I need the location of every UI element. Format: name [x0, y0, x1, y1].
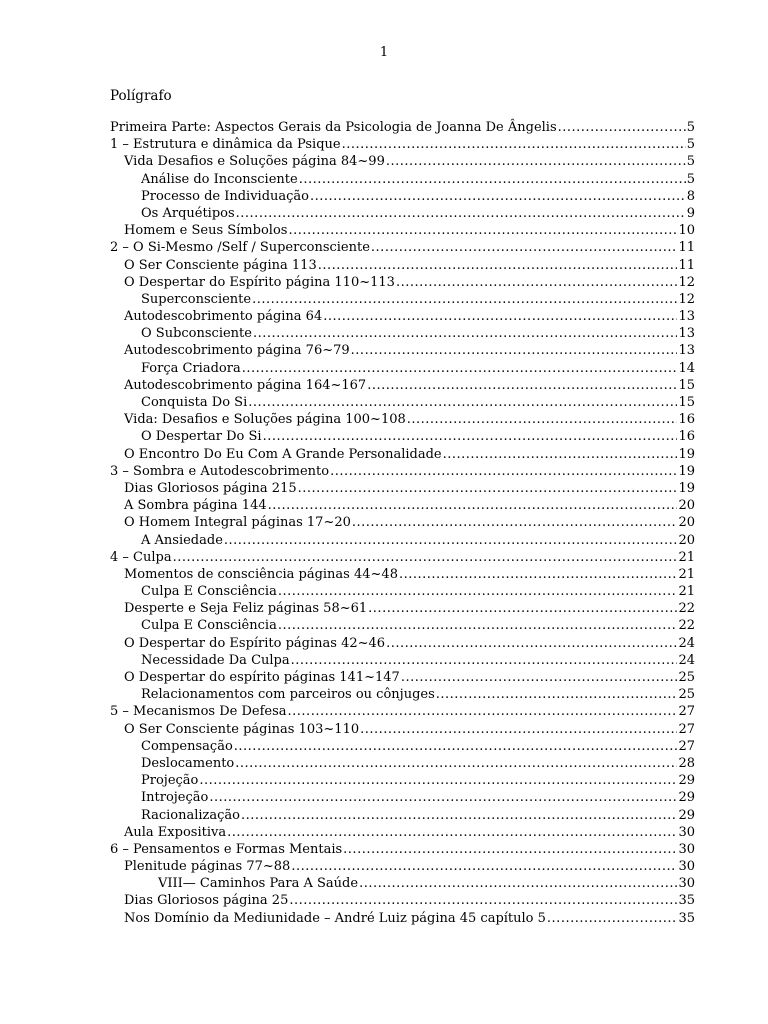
- toc-entry-title: O Despertar do espírito páginas 141~147: [124, 670, 400, 685]
- dot-leader: [330, 463, 677, 480]
- page-number: 1: [379, 45, 389, 60]
- dot-leader: [396, 274, 678, 291]
- dot-leader: [368, 600, 677, 617]
- table-of-contents: [110, 119, 695, 927]
- toc-entry-page: 5: [686, 171, 695, 187]
- toc-entry: [110, 411, 695, 428]
- toc-entry-page: 30: [678, 841, 695, 857]
- toc-entry-title: Deslocamento: [141, 755, 235, 771]
- dot-leader: [291, 858, 677, 875]
- toc-entry-title: Desperte e Seja Feliz páginas 58~61: [124, 601, 368, 617]
- toc-entry-page: 20: [678, 515, 695, 531]
- toc-entry-page: 29: [678, 807, 695, 823]
- toc-entry-page: 12: [678, 274, 695, 290]
- toc-entry-page: 8: [686, 188, 695, 204]
- toc-entry: [110, 136, 695, 153]
- dot-leader: [236, 205, 686, 222]
- dot-leader: [386, 635, 677, 652]
- toc-entry-title: Processo de Individuação: [141, 188, 310, 204]
- toc-entry-title: Conquista Do Si: [141, 395, 248, 410]
- dot-leader: [371, 239, 678, 256]
- toc-entry: [110, 205, 695, 222]
- toc-entry-title: O Subconsciente: [141, 326, 252, 342]
- toc-entry-title: Momentos de consciência páginas 44~48: [124, 566, 398, 582]
- dot-leader: [352, 514, 678, 531]
- toc-entry-title: 4 – Culpa: [110, 549, 172, 565]
- toc-entry: [110, 308, 695, 325]
- dot-leader: [242, 360, 678, 377]
- toc-entry: [110, 257, 695, 274]
- dot-leader: [436, 686, 678, 703]
- dot-leader: [558, 119, 686, 136]
- toc-entry: [110, 772, 695, 789]
- dot-leader: [288, 222, 677, 239]
- toc-entry-title: O Encontro Do Eu Com A Grande Personalidade: [124, 446, 442, 462]
- toc-entry-page: 20: [678, 498, 695, 514]
- dot-leader: [288, 703, 678, 720]
- toc-entry-page: 21: [678, 584, 695, 600]
- toc-entry-page: 29: [678, 790, 695, 806]
- toc-entry-title: O Ser Consciente página 113: [124, 257, 317, 273]
- toc-entry-title: 2 – O Si-Mesmo /Self / Superconsciente: [110, 240, 370, 256]
- dot-leader: [342, 136, 686, 153]
- toc-entry-title: Análise do Inconsciente: [141, 171, 298, 187]
- dot-leader: [359, 875, 677, 892]
- dot-leader: [248, 394, 677, 411]
- toc-entry-page: 11: [678, 240, 695, 256]
- toc-entry-page: 28: [678, 755, 695, 771]
- toc-entry-title: Vida: Desafios e Soluções página 100~108: [124, 412, 406, 428]
- toc-entry-title: 5 – Mecanismos De Defesa: [110, 704, 287, 720]
- toc-entry-page: 27: [678, 704, 695, 720]
- toc-entry-title: Força Criadora: [141, 360, 241, 376]
- dot-leader: [547, 910, 678, 927]
- dot-leader: [323, 308, 677, 325]
- toc-entry: [110, 910, 695, 927]
- dot-leader: [351, 342, 678, 359]
- toc-entry-page: 5: [686, 154, 695, 170]
- toc-entry-page: 14: [678, 360, 695, 376]
- toc-entry: [110, 222, 695, 239]
- toc-entry-title: Dias Gloriosos página 215: [124, 480, 297, 496]
- toc-entry: [110, 807, 695, 824]
- toc-entry: [110, 755, 695, 772]
- dot-leader: [298, 480, 678, 497]
- toc-entry: [110, 171, 695, 188]
- toc-entry-page: 27: [678, 721, 695, 737]
- toc-entry: [110, 686, 695, 703]
- toc-entry-page: 19: [678, 480, 695, 496]
- toc-entry-page: 30: [678, 859, 695, 875]
- toc-entry-title: 1 – Estrutura e dinâmica da Psique: [110, 137, 341, 153]
- toc-entry: [110, 377, 695, 394]
- toc-entry: [110, 617, 695, 634]
- dot-leader: [299, 171, 686, 188]
- toc-entry-page: 11: [678, 257, 695, 273]
- dot-leader: [241, 807, 677, 824]
- toc-entry: [110, 274, 695, 291]
- toc-entry: [110, 428, 695, 445]
- toc-entry-title: Projeção: [141, 773, 199, 789]
- toc-entry-page: 16: [678, 429, 695, 445]
- dot-leader: [367, 377, 677, 394]
- dot-leader: [253, 325, 677, 342]
- toc-entry-page: 9: [686, 205, 695, 221]
- toc-entry: [110, 652, 695, 669]
- toc-entry-title: Introjeção: [141, 790, 209, 806]
- toc-entry-page: 25: [678, 670, 695, 685]
- toc-entry: [110, 291, 695, 308]
- toc-entry-page: 27: [678, 738, 695, 754]
- toc-entry: [110, 703, 695, 720]
- toc-entry-page: 12: [678, 291, 695, 307]
- toc-entry-title: Vida Desafios e Soluções página 84~99: [124, 154, 385, 170]
- toc-entry-title: 6 – Pensamentos e Formas Mentais: [110, 841, 343, 857]
- toc-entry-page: 22: [678, 618, 695, 634]
- toc-entry-title: Dias Gloriosos página 25: [124, 893, 289, 909]
- toc-entry-page: 30: [678, 876, 695, 892]
- toc-entry-title: O Ser Consciente páginas 103~110: [124, 721, 360, 737]
- dot-leader: [209, 789, 677, 806]
- toc-entry-title: Aula Expositiva: [124, 824, 227, 840]
- toc-entry: [110, 875, 695, 892]
- toc-entry: [110, 824, 695, 841]
- dot-leader: [401, 669, 678, 686]
- toc-entry-page: 24: [678, 652, 695, 668]
- toc-entry-page: 30: [678, 824, 695, 840]
- dot-leader: [227, 824, 677, 841]
- dot-leader: [443, 446, 678, 463]
- toc-entry-title: Racionalização: [141, 807, 240, 823]
- toc-entry: [110, 721, 695, 738]
- toc-entry-title: O Despertar do Espírito páginas 42~46: [124, 635, 386, 651]
- toc-entry-page: 35: [678, 893, 695, 909]
- toc-entry-title: Superconsciente: [141, 291, 252, 307]
- toc-entry-title: O Despertar Do Si: [141, 429, 262, 445]
- toc-entry: [110, 635, 695, 652]
- toc-entry: [110, 738, 695, 755]
- toc-entry: [110, 841, 695, 858]
- dot-leader: [289, 892, 677, 909]
- toc-entry-page: 19: [678, 446, 695, 462]
- dot-leader: [386, 153, 686, 170]
- toc-entry-title: Autodescobrimento página 164~167: [124, 377, 367, 393]
- toc-entry-page: 5: [686, 137, 695, 153]
- toc-entry: [110, 583, 695, 600]
- toc-entry-title: Necessidade Da Culpa: [141, 652, 290, 668]
- dot-leader: [252, 291, 677, 308]
- toc-entry-title: VIII— Caminhos Para A Saúde: [158, 876, 359, 892]
- toc-entry-title: Nos Domínio da Mediunidade – André Luiz página 45 capítulo 5: [124, 910, 546, 926]
- toc-entry: [110, 789, 695, 806]
- toc-entry-title: O Despertar do Espírito página 110~113: [124, 274, 395, 290]
- toc-entry: [110, 514, 695, 531]
- toc-entry-title: Culpa E Consciência: [141, 618, 277, 634]
- toc-entry: [110, 858, 695, 875]
- toc-entry-page: 13: [678, 309, 695, 325]
- dot-leader: [360, 721, 677, 738]
- toc-entry-title: Culpa E Consciência: [141, 584, 277, 600]
- dot-leader: [235, 755, 677, 772]
- toc-entry-page: 19: [678, 463, 695, 479]
- toc-entry: [110, 239, 695, 256]
- toc-entry-title: Homem e Seus Símbolos: [124, 223, 288, 239]
- toc-entry-title: A Sombra página 144: [124, 498, 267, 514]
- toc-entry: [110, 360, 695, 377]
- toc-entry: [110, 394, 695, 411]
- dot-leader: [291, 652, 678, 669]
- dot-leader: [173, 549, 678, 566]
- dot-leader: [318, 257, 678, 274]
- toc-entry-title: Autodescobrimento página 64: [124, 309, 323, 325]
- toc-entry-title: Relacionamentos com parceiros ou cônjuges: [141, 687, 435, 703]
- toc-entry: [110, 892, 695, 909]
- toc-entry: [110, 188, 695, 205]
- toc-entry: [110, 669, 695, 686]
- dot-leader: [268, 497, 678, 514]
- toc-entry-page: 29: [678, 773, 695, 789]
- toc-entry-page: 21: [678, 566, 695, 582]
- dot-leader: [343, 841, 677, 858]
- toc-entry-page: 20: [678, 532, 695, 548]
- toc-entry-title: Os Arquétipos: [141, 205, 235, 221]
- toc-entry: [110, 446, 695, 463]
- toc-entry: [110, 497, 695, 514]
- toc-entry-page: 25: [678, 687, 695, 703]
- document-title: Polígrafo: [110, 88, 172, 104]
- toc-entry: [110, 600, 695, 617]
- toc-entry-page: 21: [678, 549, 695, 565]
- toc-entry: [110, 566, 695, 583]
- toc-entry-title: A Ansiedade: [141, 532, 223, 548]
- toc-entry: [110, 480, 695, 497]
- toc-entry-title: Autodescobrimento página 76~79: [124, 343, 350, 359]
- toc-entry: [110, 342, 695, 359]
- toc-entry-page: 22: [678, 601, 695, 617]
- toc-entry-title: O Homem Integral páginas 17~20: [124, 515, 351, 531]
- toc-entry-title: Primeira Parte: Aspectos Gerais da Psicologia de Joanna De Ângelis: [110, 120, 557, 135]
- toc-entry: [110, 153, 695, 170]
- toc-entry-page: 13: [678, 326, 695, 342]
- dot-leader: [224, 532, 678, 549]
- dot-leader: [263, 428, 678, 445]
- dot-leader: [310, 188, 686, 205]
- dot-leader: [278, 617, 678, 634]
- toc-entry-page: 24: [678, 635, 695, 651]
- toc-entry-page: 16: [678, 412, 695, 428]
- toc-entry-page: 10: [678, 223, 695, 239]
- dot-leader: [407, 411, 678, 428]
- toc-entry: [110, 549, 695, 566]
- toc-entry-page: 15: [678, 377, 695, 393]
- toc-entry: [110, 532, 695, 549]
- dot-leader: [199, 772, 677, 789]
- toc-entry-page: 5: [686, 120, 695, 135]
- toc-entry: [110, 119, 695, 136]
- toc-entry-title: 3 – Sombra e Autodescobrimento: [110, 463, 330, 479]
- toc-entry-page: 15: [678, 395, 695, 410]
- toc-entry: [110, 463, 695, 480]
- toc-entry-page: 13: [678, 343, 695, 359]
- dot-leader: [399, 566, 677, 583]
- toc-entry-title: Compensação: [141, 738, 233, 754]
- toc-entry: [110, 325, 695, 342]
- toc-entry-title: Plenitude páginas 77~88: [124, 859, 291, 875]
- toc-entry-page: 35: [678, 910, 695, 926]
- dot-leader: [278, 583, 678, 600]
- dot-leader: [234, 738, 678, 755]
